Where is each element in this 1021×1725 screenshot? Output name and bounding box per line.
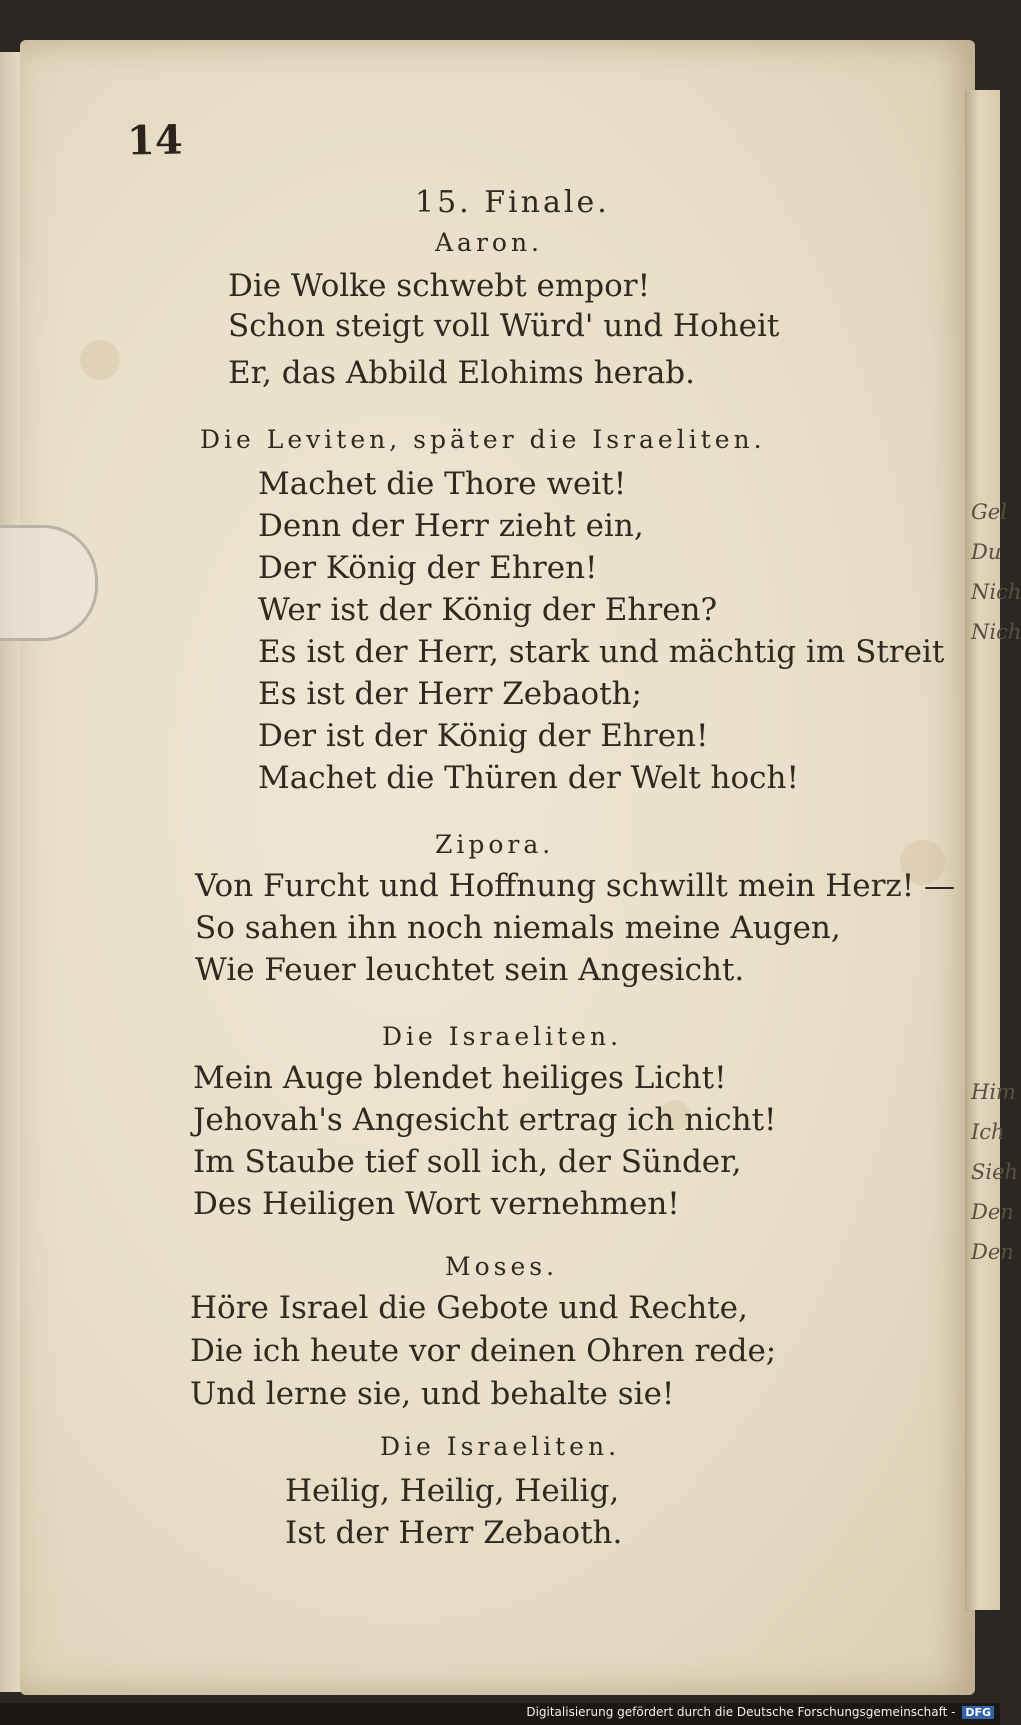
verse-line: Die ich heute vor deinen Ohren rede; (190, 1333, 777, 1369)
verse-line: Der König der Ehren! (258, 550, 598, 586)
speaker-aaron: Aaron. (435, 228, 544, 257)
verse-line: Ist der Herr Zebaoth. (285, 1515, 623, 1551)
verse-line: Wie Feuer leuchtet sein Angesicht. (195, 952, 745, 988)
speaker-leviten: Die Leviten, später die Israeliten. (200, 425, 766, 454)
verse-line: Machet die Thore weit! (258, 466, 627, 502)
facing-page-fragment: Gel (971, 500, 1007, 524)
verse-line: Schon steigt voll Würd' und Hoheit (228, 308, 780, 344)
speaker-israeliten: Die Israeliten. (382, 1022, 623, 1051)
verse-line: Wer ist der König der Ehren? (258, 592, 718, 628)
verse-line: Der ist der König der Ehren! (258, 718, 709, 754)
verse-line: Jehovah's Angesicht ertrag ich nicht! (193, 1102, 777, 1138)
verse-line: Denn der Herr zieht ein, (258, 508, 644, 544)
facing-page-fragment: Nich (971, 620, 1021, 644)
speaker-moses: Moses. (445, 1252, 559, 1281)
verse-line: Höre Israel die Gebote und Rechte, (190, 1290, 748, 1326)
verse-line: Heilig, Heilig, Heilig, (285, 1473, 620, 1509)
credit-text: Digitalisierung gefördert durch die Deutsche Forschungsgemeinschaft - (526, 1705, 956, 1719)
facing-page-fragment: Sieh (971, 1160, 1019, 1184)
facing-page-fragment: Nich (971, 580, 1021, 604)
verse-line: Er, das Abbild Elohims herab. (228, 355, 695, 391)
speaker-israeliten: Die Israeliten. (380, 1432, 621, 1461)
foxing-spot (80, 340, 120, 380)
facing-page-fragment: Du (971, 540, 1002, 564)
verse-line: Des Heiligen Wort vernehmen! (193, 1186, 680, 1222)
facing-page-fragment: Den (971, 1240, 1014, 1264)
verse-line: Es ist der Herr, stark und mächtig im Streit (258, 634, 945, 670)
verse-line: Im Staube tief soll ich, der Sünder, (193, 1144, 742, 1180)
facing-page-fragment: Den (971, 1200, 1014, 1224)
speaker-zipora: Zipora. (435, 830, 555, 859)
verse-line: Und lerne sie, und behalte sie! (190, 1376, 675, 1412)
facing-page-fragment: Ich (971, 1120, 1005, 1144)
facing-page-edge (965, 90, 1021, 1610)
verse-line: Von Furcht und Hoffnung schwillt mein Herz! — (195, 868, 956, 904)
verse-line: Machet die Thüren der Welt hoch! (258, 760, 799, 796)
page-number: 14 (126, 116, 184, 165)
section-heading: 15. Finale. (415, 185, 610, 220)
verse-line: Es ist der Herr Zebaoth; (258, 676, 643, 712)
verse-line: Mein Auge blendet heiliges Licht! (193, 1060, 727, 1096)
dfg-logo: DFG (962, 1706, 994, 1719)
verse-line: Die Wolke schwebt empor! (228, 268, 651, 304)
verse-line: So sahen ihn noch niemals meine Augen, (195, 910, 841, 946)
digitization-credit (526, 1705, 994, 1719)
facing-page-fragment: Him (971, 1080, 1016, 1104)
